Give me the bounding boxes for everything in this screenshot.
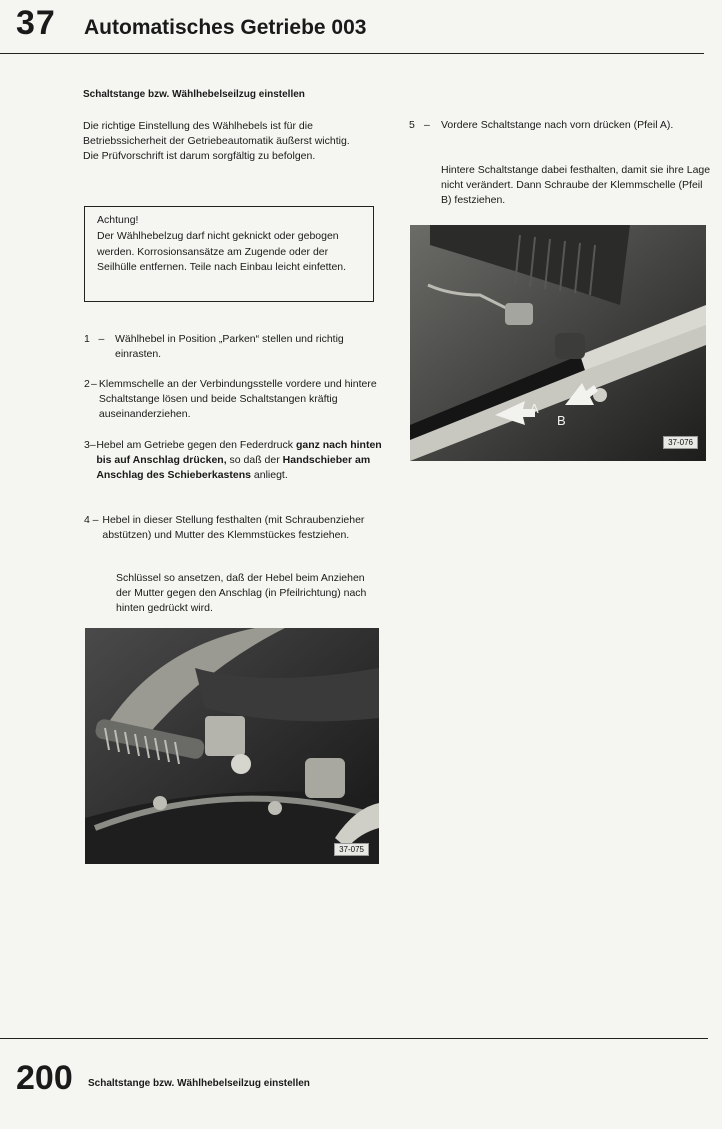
step-text: Vordere Schaltstange nach vorn drücken (Pfeil A).	[441, 119, 674, 131]
step-3	[84, 438, 384, 483]
step-text: Wählhebel in Position „Parken“ stellen und richtig einrasten.	[114, 333, 344, 360]
intro-paragraph: Die richtige Einstellung des Wählhebels ist für die Betriebssicherheit der Getriebeautomatik äußerst wichtig. Die Prüfvorschrift ist darum sorgfältig zu befolgen.	[83, 120, 350, 162]
photo-illustration	[85, 628, 379, 864]
warning-title: Achtung!	[97, 214, 139, 226]
step-number: 3	[84, 439, 90, 451]
step-number: 2	[84, 378, 90, 390]
step-1	[84, 332, 384, 362]
step-dash: –	[89, 439, 96, 451]
header-divider	[0, 53, 704, 54]
arrow-a-label: A	[530, 401, 539, 416]
figure-label: 37-075	[334, 843, 369, 856]
step-dash: –	[424, 119, 430, 131]
arrow-b-label: B	[557, 413, 566, 428]
figure-label: 37-076	[663, 436, 698, 449]
figure-photo-shift-rod-clamp	[410, 225, 706, 461]
step-4-note: Schlüssel so ansetzen, daß der Hebel beim Anziehen der Mutter gegen den Anschlag (in Pfeilrichtung) nach hinten gedrückt wird.	[116, 572, 367, 614]
warning-text: Der Wählhebelzug darf nicht geknickt oder gebogen werden. Korrosionsansätze am Zugende oder der Seilhülle entfernen. Teile nach Einbau leicht einfetten.	[97, 230, 347, 273]
step-dash: –	[90, 378, 97, 390]
step-dash: –	[92, 514, 99, 526]
warning-box	[84, 206, 374, 302]
step-5-note: Hintere Schaltstange dabei festhalten, damit sie ihre Lage nicht verändert. Dann Schraube der Klemmschelle (Pfeil B) festziehen.	[441, 164, 711, 206]
section-heading: Schaltstange bzw. Wählhebelseilzug einstellen	[83, 89, 305, 100]
page-number: 200	[16, 1059, 73, 1097]
step-dash: –	[98, 333, 105, 345]
page-title: Automatisches Getriebe 003	[84, 16, 367, 39]
step-5	[409, 118, 719, 133]
step-2	[84, 377, 384, 422]
footer-divider	[0, 1038, 708, 1039]
step-text: Hebel in dieser Stellung festhalten (mit Schraubenzieher abstützen) und Mutter des Klemmstückes festziehen.	[102, 514, 365, 541]
step-text: Klemmschelle an der Verbindungsstelle vordere und hintere Schaltstange lösen und beide Schaltstangen kräftig auseinanderziehen.	[98, 378, 377, 420]
figure-photo-gearbox-lever	[85, 628, 379, 864]
chapter-number: 37	[16, 4, 56, 42]
step-4	[84, 513, 396, 543]
step-number: 1	[84, 333, 90, 345]
photo-illustration	[410, 225, 706, 461]
step-number: 5	[409, 119, 415, 131]
step-text: Hebel am Getriebe gegen den Federdruck ganz nach hinten bis auf Anschlag drücken, so daß der Handschieber am Anschlag des Schieberkastens anliegt.	[96, 439, 382, 481]
step-number: 4	[84, 514, 90, 526]
footer-title: Schaltstange bzw. Wählhebelseilzug einstellen	[88, 1078, 310, 1089]
